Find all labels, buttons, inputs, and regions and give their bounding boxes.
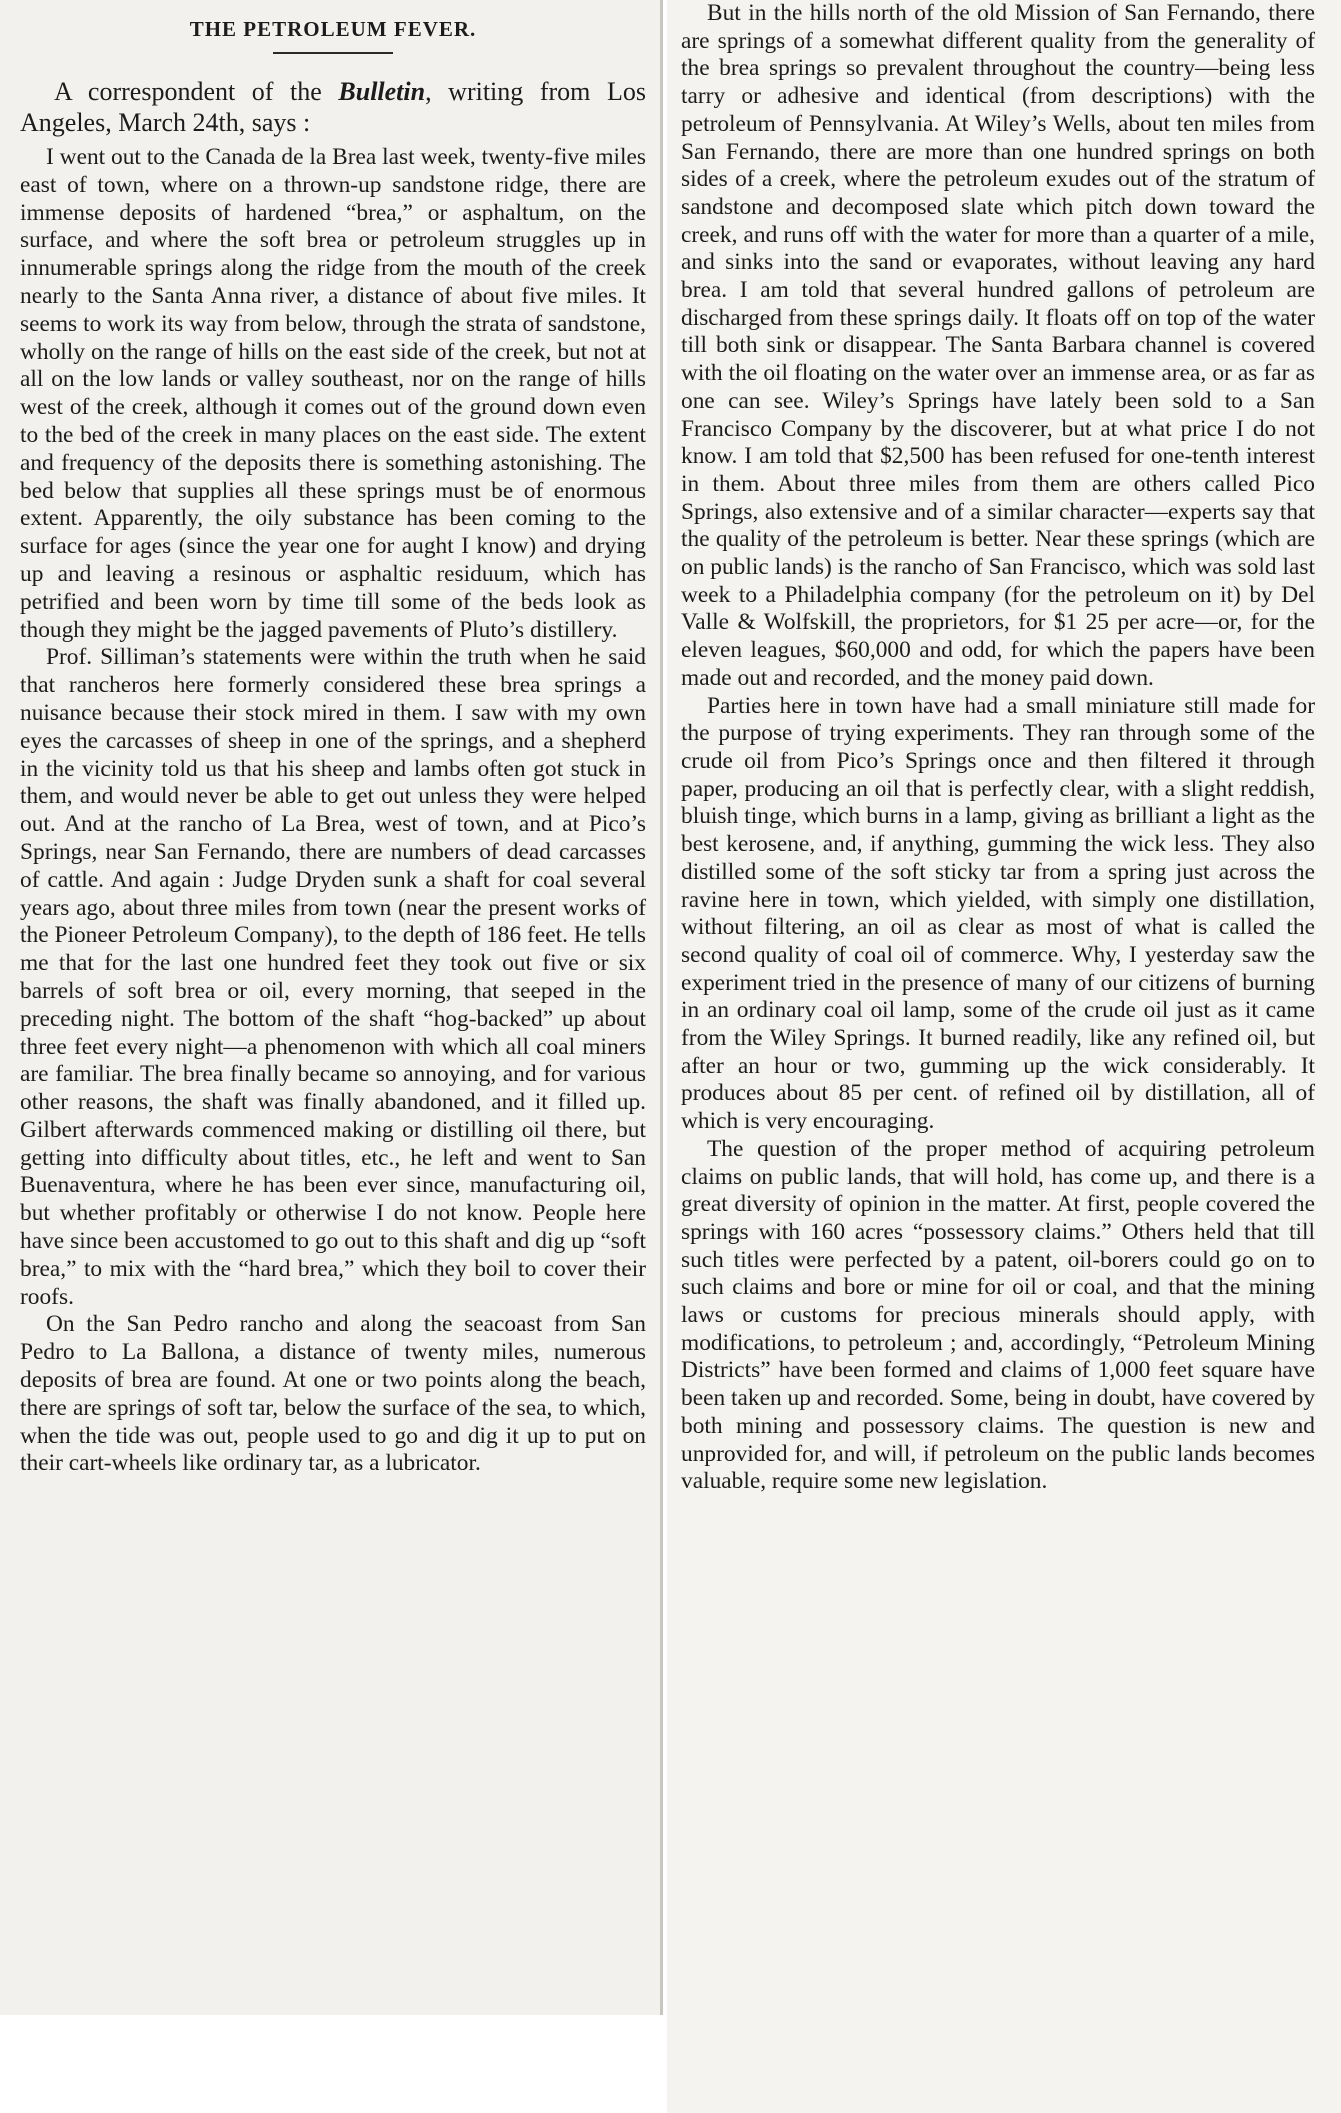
paragraph-silliman: Prof. Silliman’s statements were within the truth when he said that rancheros here formerly considered these brea springs a nuisance because their stock mired in them. I saw with my own eyes the carcasses of sheep in one of the springs, and a shepherd in the vicinity told us that his sheep and lambs often got stuck in them, and would never be able to get out unless they were helped out. And at the rancho of La Brea, west of town, and at Pico’s Springs, near San Fernando, there are numbers of dead carcasses of cattle. And again : Judge Dryden sunk a shaft for coal several years ago, about three miles from town (near the present works of the Pioneer Petroleum Company), to the depth of 186 feet. He tells me that for the last one hundred feet they took out five or six barrels of soft brea or oil, every morning, that seeped in the preceding night. The bottom of the shaft “hog-backed” up about three feet every night—a phenomenon with which all coal miners are familiar. The brea finally became so annoying, and for various other reasons, the shaft was finally abandoned, and it filled up. Gilbert afterwards commenced making or distilling oil there, but getting into difficulty about titles, etc., he left and went to San Buenaventura, where he has been ever since, manufacturing oil, but whether profitably or otherwise I do not know. People here have since been accustomed to go out to this shaft and dig up “soft brea,” to mix with the “hard brea,” which they boil to cover their roofs.: [20, 644, 646, 1310]
paragraph-petroleum-claims: The question of the proper method of acquiring petroleum claims on public lands, that will hold, has come up, and there is a great diversity of opinion in the matter. At first, people covered the springs with 160 acres “possessory claims.” Others held that till such titles were perfected by a patent, oil-borers could go on to such claims and bore or mine for oil or coal, and that the mining laws or customs for precious minerals should apply, with modifications, to petroleum ; and, accordingly, “Petroleum Mining Districts” have been formed and claims of 1,000 feet square have been taken up and recorded. Some, being in doubt, have covered by both mining and possessory claims. The question is new and unprovided for, and will, if petroleum on the public lands becomes valuable, require some new legislation.: [681, 1135, 1315, 1495]
paragraph-miniature-still: Parties here in town have had a small miniature still made for the purpose of trying experiments. They ran through some of the crude oil from Pico’s Springs once and then filtered it through paper, producing an oil that is perfectly clear, with a slight reddish, bluish tinge, which burns in a lamp, giving as brilliant a light as the best kerosene, and, if anything, gumming the wick less. They also distilled some of the soft sticky tar from a spring just across the ravine here in town, which yielded, with simply one distillation, without filtering, an oil as clear as most of what is called the second quality of coal oil of commerce. Why, I yesterday saw the experiment tried in the presence of many of our citizens of burning in an ordinary coal oil lamp, some of the crude oil just as it came from the Wiley Springs. It burned readily, like any refined oil, but after an hour or two, gumming up the wick considerably. It produces about 85 per cent. of refined oil by distillation, all of which is very encouraging.: [681, 692, 1315, 1135]
paragraph-canada-de-la-brea: I went out to the Canada de la Brea last week, twenty-five miles east of town, where on a thrown-up sandstone ridge, there are immense deposits of hardened “brea,” or asphaltum, on the surface, and where the soft brea or petroleum struggles up in innumerable springs along the ridge from the mouth of the creek nearly to the Santa Anna river, a distance of about five miles. It seems to work its way from below, through the strata of sandstone, wholly on the range of hills on the east side of the creek, but not at all on the low lands or valley southeast, nor on the range of hills west of the creek, although it comes out of the ground down even to the bed of the creek in many places on the east side. The extent and frequency of the deposits there is something astonishing. The bed below that supplies all these springs must be of enormous extent. Apparently, the oily substance has been coming to the surface for ages (since the year one for aught I know) and drying up and leaving a resinous or asphaltic residuum, which has petrified and been worn by time till some of the beds look as though they might be the jagged pavements of Pluto’s distillery.: [20, 144, 646, 643]
paragraph-san-pedro: On the San Pedro rancho and along the seacoast from San Pedro to La Ballona, a distance of twenty miles, numerous deposits of brea are found. At one or two points along the beach, there are springs of soft tar, below the surface of the sea, to which, when the tide was out, people used to go and dig it up to put on their cart-wheels like ordinary tar, as a lubricator.: [20, 1311, 646, 1477]
left-column: [0, 0, 663, 2015]
newspaper-name: Bulletin: [338, 77, 426, 106]
headline-rule: [273, 52, 393, 54]
right-column: [667, 0, 1341, 2113]
article-intro: [20, 76, 646, 138]
intro-lead: A correspondent of the: [54, 77, 339, 106]
article-headline: THE PETROLEUM FEVER.: [189, 17, 477, 41]
paragraph-san-fernando: But in the hills north of the old Mission of San Fernando, there are springs of a somewhat different quality from the generality of the brea springs so prevalent throughout the country—being less tarry or adhesive and identical (from descriptions) with the petroleum of Pennsylvania. At Wiley’s Wells, about ten miles from San Fernando, there are more than one hundred springs on both sides of a creek, where the petroleum exudes out of the stratum of sandstone and decomposed slate which pitch down toward the creek, and runs off with the water for more than a quarter of a mile, and sinks into the sand or evaporates, without leaving any hard brea. I am told that several hundred gallons of petroleum are discharged from these springs daily. It floats off on top of the water till both sink or disappear. The Santa Barbara channel is covered with the oil floating on the water over an immense area, or as far as one can see. Wiley’s Springs have lately been sold to a San Francisco Company by the discoverer, but at what price I do not know. I am told that $2,500 has been refused for one-tenth interest in them. About three miles from them are others called Pico Springs, also extensive and of a similar character—experts say that the quality of the petroleum is better. Near these springs (which are on public lands) is the rancho of San Francisco, which was sold last week to a Philadelphia company (for the petroleum on it) by Del Valle & Wolfskill, the proprietors, for $1 25 per acre—or, for the eleven leagues, $60,000 and odd, for which the papers have been made out and recorded, and the money paid down.: [681, 0, 1315, 691]
intro-tail: , writing from Los Angeles, March 24th, says :: [20, 77, 646, 137]
